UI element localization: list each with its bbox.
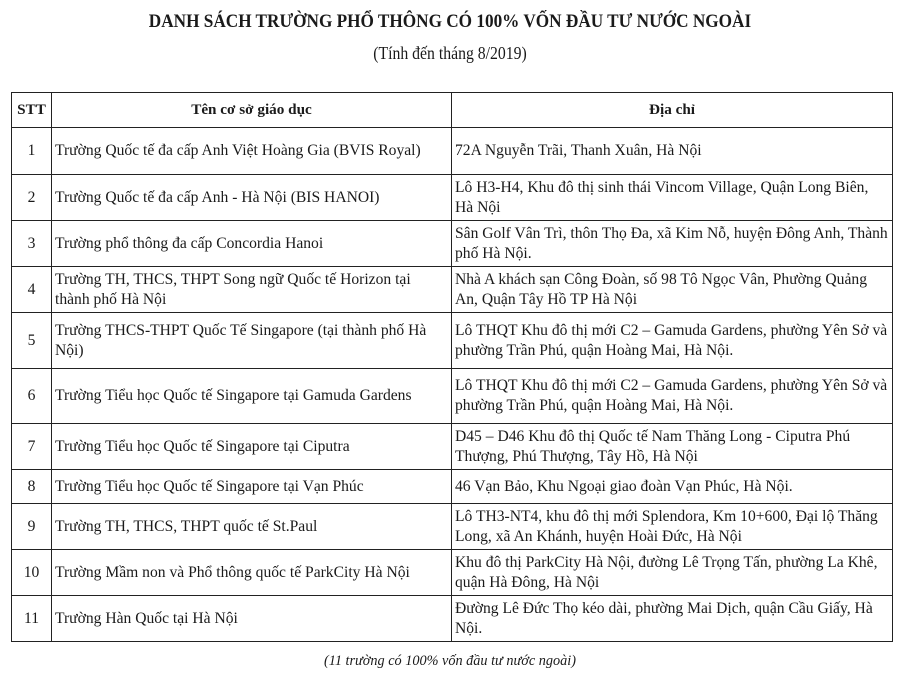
row-address xyxy=(452,550,893,596)
table-row xyxy=(12,504,893,550)
row-school-name xyxy=(52,596,452,642)
table-row xyxy=(12,470,893,504)
row-school-name xyxy=(52,424,452,470)
row-stt: 10 xyxy=(12,550,52,596)
school-name-text: Trường TH, THCS, THPT Song ngữ Quốc tế Horizon tại thành phố Hà Nội xyxy=(55,270,411,308)
row-school-name xyxy=(52,175,452,221)
school-name-text: Trường phổ thông đa cấp Concordia Hanoi xyxy=(55,234,324,252)
school-name-text: Trường Tiểu học Quốc tế Singapore tại Gamuda Gardens xyxy=(55,387,412,404)
row-stt: 3 xyxy=(12,221,52,267)
row-school-name xyxy=(52,313,452,369)
footer-note: (11 trường có 100% vốn đầu tư nước ngoài) xyxy=(324,653,576,669)
header-address: Địa chỉ xyxy=(452,93,893,128)
school-name-text: Trường Mầm non và Phổ thông quốc tế ParkCity Hà Nội xyxy=(55,563,410,581)
address-text: Khu đô thị ParkCity Hà Nội, đường Lê Trọng Tấn, phường La Khê, quận Hà Đông, Hà Nội xyxy=(455,553,878,591)
table-row xyxy=(12,221,893,267)
row-stt: 11 xyxy=(12,596,52,642)
table-header-row xyxy=(12,93,893,128)
address-text: Lô THQT Khu đô thị mới C2 – Gamuda Gardens, phường Yên Sở và phường Trần Phú, quận Hoàng Mai, Hà Nội. xyxy=(455,321,888,359)
row-stt: 8 xyxy=(12,470,52,504)
address-text: 46 Vạn Bảo, Khu Ngoại giao đoàn Vạn Phúc, Hà Nội. xyxy=(455,477,793,495)
address-text: Lô THQT Khu đô thị mới C2 – Gamuda Gardens, phường Yên Sở và phường Trần Phú, quận Hoàng Mai, Hà Nội. xyxy=(455,377,888,414)
address-text: Lô H3-H4, Khu đô thị sinh thái Vincom Village, Quận Long Biên, Hà Nội xyxy=(455,178,869,216)
row-stt: 4 xyxy=(12,267,52,313)
table-row xyxy=(12,424,893,470)
row-school-name xyxy=(52,470,452,504)
row-stt: 7 xyxy=(12,424,52,470)
document-subtitle: (Tính đến tháng 8/2019) xyxy=(373,43,527,63)
row-stt: 9 xyxy=(12,504,52,550)
table-row xyxy=(12,550,893,596)
row-stt: 2 xyxy=(12,175,52,221)
table-row xyxy=(12,369,893,424)
school-name-text: Trường TH, THCS, THPT quốc tế St.Paul xyxy=(55,517,318,535)
row-stt: 5 xyxy=(12,313,52,369)
table-row xyxy=(12,596,893,642)
row-school-name xyxy=(52,267,452,313)
row-school-name xyxy=(52,550,452,596)
schools-table xyxy=(11,92,893,642)
row-address xyxy=(452,596,893,642)
school-name-text: Trường Tiểu học Quốc tế Singapore tại Ciputra xyxy=(55,437,350,455)
row-school-name xyxy=(52,221,452,267)
row-address xyxy=(452,424,893,470)
address-text: Lô TH3-NT4, khu đô thị mới Splendora, Km 10+600, Đại lộ Thăng Long, xã An Khánh, huyện Hoài Đức, Hà Nội xyxy=(455,507,878,545)
school-name-text: Trường Tiểu học Quốc tế Singapore tại Vạn Phúc xyxy=(55,477,364,495)
row-address xyxy=(452,504,893,550)
table-row xyxy=(12,267,893,313)
school-name-text: Trường THCS-THPT Quốc Tế Singapore (tại thành phố Hà Nội) xyxy=(55,321,427,359)
table-row xyxy=(12,128,893,175)
school-name-text: Trường Quốc tế đa cấp Anh - Hà Nội (BIS HANOI) xyxy=(55,188,380,206)
document-title: DANH SÁCH TRƯỜNG PHỔ THÔNG CÓ 100% VỐN ĐẦU TƯ NƯỚC NGOÀI xyxy=(148,12,752,32)
row-school-name xyxy=(52,369,452,424)
school-name-text: Trường Hàn Quốc tại Hà Nội xyxy=(55,609,238,627)
row-school-name xyxy=(52,128,452,175)
header-school-name: Tên cơ sở giáo dục xyxy=(52,93,452,128)
table-row xyxy=(12,313,893,369)
row-stt: 6 xyxy=(12,369,52,424)
address-text: Nhà A khách sạn Công Đoàn, số 98 Tô Ngọc Vân, Phường Quảng An, Quận Tây Hồ TP Hà Nội xyxy=(455,270,867,308)
row-stt: 1 xyxy=(12,128,52,175)
address-text: D45 – D46 Khu đô thị Quốc tế Nam Thăng Long - Ciputra Phú Thượng, Phú Thượng, Tây Hồ, Hà Nội xyxy=(455,427,851,465)
row-address xyxy=(452,267,893,313)
row-address xyxy=(452,470,893,504)
header-stt: STT xyxy=(12,93,52,128)
row-address xyxy=(452,175,893,221)
address-text: Sân Golf Vân Trì, thôn Thọ Đa, xã Kim Nỗ, huyện Đông Anh, Thành phố Hà Nội. xyxy=(455,224,888,262)
row-address xyxy=(452,128,893,175)
row-address xyxy=(452,369,893,424)
table-row xyxy=(12,175,893,221)
row-address xyxy=(452,221,893,267)
row-school-name xyxy=(52,504,452,550)
address-text: 72A Nguyễn Trãi, Thanh Xuân, Hà Nội xyxy=(455,142,702,159)
school-name-text: Trường Quốc tế đa cấp Anh Việt Hoàng Gia (BVIS Royal) xyxy=(55,142,421,159)
row-address xyxy=(452,313,893,369)
address-text: Đường Lê Đức Thọ kéo dài, phường Mai Dịch, quận Cầu Giấy, Hà Nội. xyxy=(455,599,873,637)
